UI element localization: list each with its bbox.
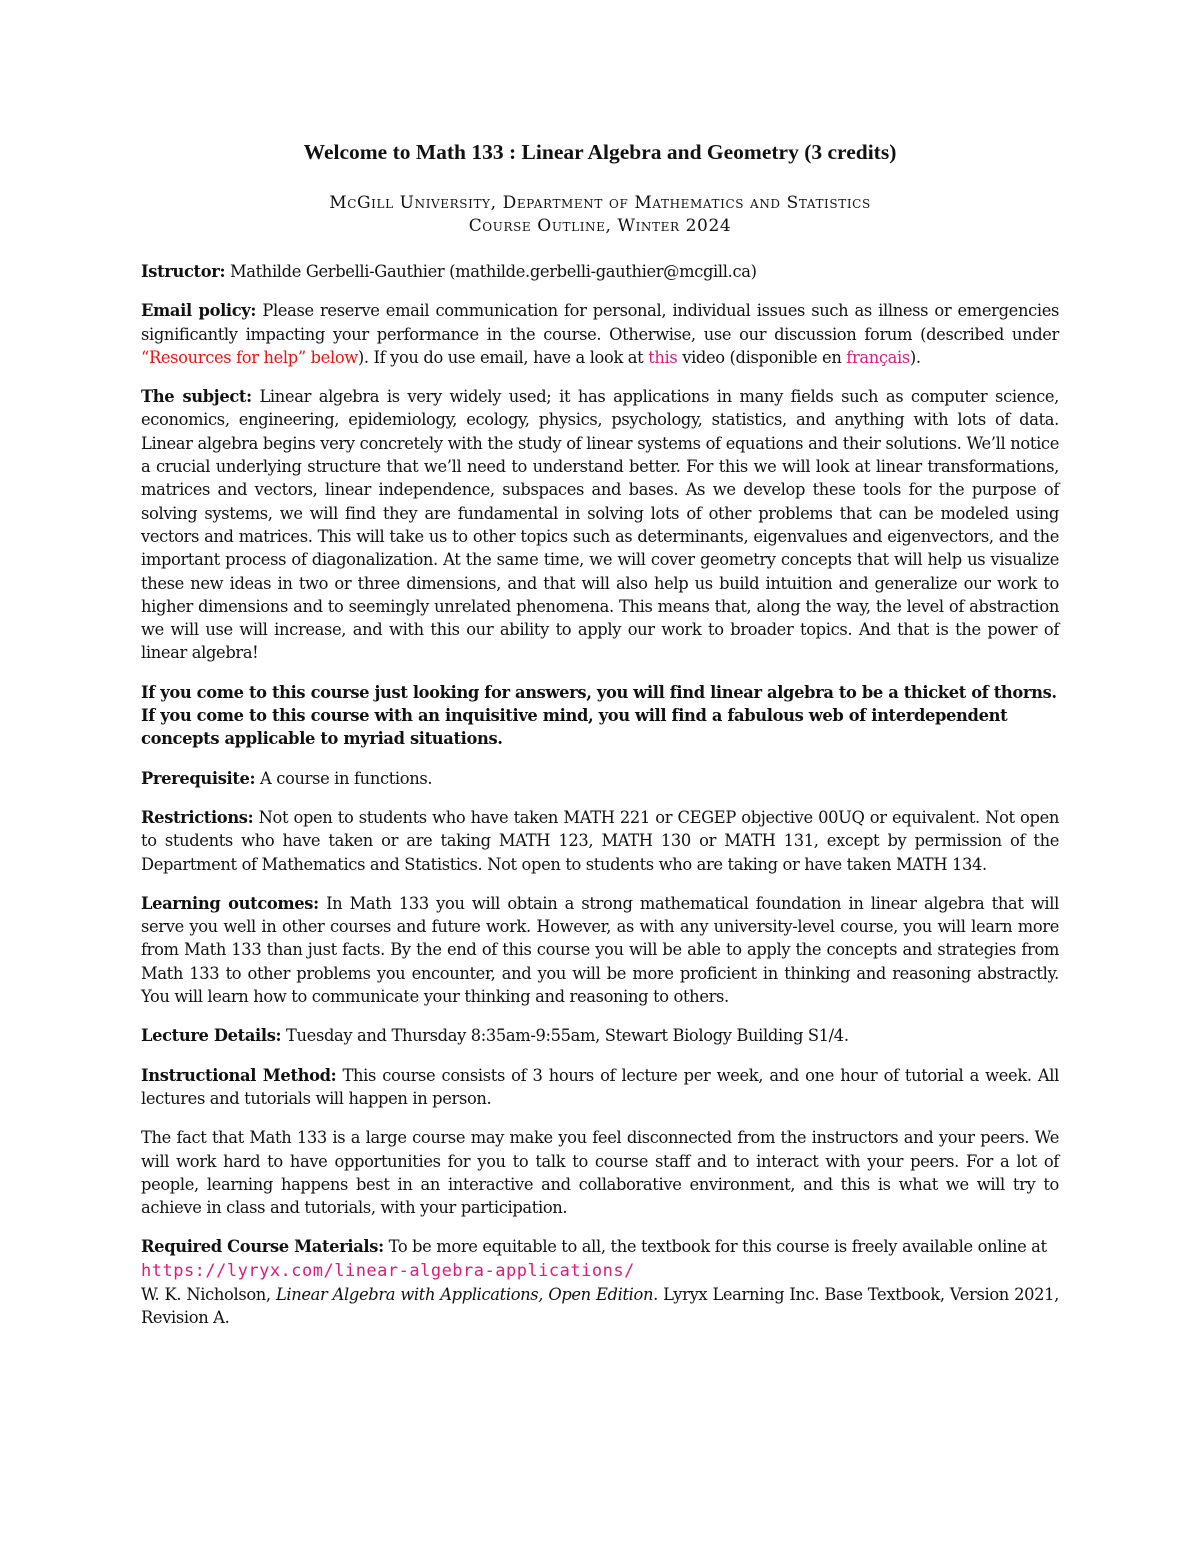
course-outline-term-line: Course Outline, Winter 2024 — [468, 216, 732, 236]
email-policy-text-4: ). — [909, 347, 921, 367]
large-course-paragraph: The fact that Math 133 is a large course may make you feel disconnected from the instructors and your peers. We will work hard to have opportunities for you to talk to course staff and to interact with your peers. For a lot of people, learning happens best in an interactive and collaborative environment, and this is what we will try to achieve in class and tutorials, with your participation. — [141, 1128, 1059, 1218]
textbook-details: . Lyryx Learning Inc. Base Textbook, Version 2021, Revision A. — [141, 1284, 1059, 1328]
email-policy-text-3: video (disponible en — [677, 347, 847, 367]
learning-outcomes-text: In Math 133 you will obtain a strong mathematical foundation in linear algebra that will serve you well in other courses and future work. However, as with any university-level course, you will learn more from Math 133 than just facts. By the end of this course you will be able to apply the concepts and strategies from Math 133 to other problems you encounter, and you will be more proficient in thinking and reasoning abstractly. You will learn how to communicate your thinking and reasoning to others. — [141, 893, 1059, 1007]
instructional-method-text: This course consists of 3 hours of lecture per week, and one hour of tutorial a week. All lectures and tutorials will happen in person. — [141, 1065, 1060, 1108]
restrictions-text: Not open to students who have taken MATH 221 or CEGEP objective 00UQ or equivalent. Not open to students who have taken or are taking MATH 123, MATH 130 or MATH 131, except by permission of the Department of Mathematics and Statistics. Not open to students who are taking or have taken MATH 134. — [141, 807, 1060, 874]
email-policy-section — [141, 299, 1059, 369]
lecture-details-section — [141, 1024, 1059, 1047]
instructional-method-section — [141, 1064, 1059, 1111]
textbook-url-link[interactable]: https://lyryx.com/linear-algebra-applications/ — [141, 1260, 635, 1281]
this-video-link[interactable]: this — [648, 347, 678, 367]
lecture-details-label: Lecture Details: — [141, 1026, 282, 1046]
instructor-section — [141, 260, 1059, 283]
course-motto: If you come to this course just looking for answers, you will find linear algebra to be a thicket of thorns. If you come to this course with an inquisitive mind, you will find a fabulous web of interdependent concepts applicable to myriad situations. — [141, 682, 1057, 749]
course-materials-section — [141, 1235, 1059, 1329]
course-materials-label: Required Course Materials: — [141, 1237, 384, 1257]
textbook-title: Linear Algebra with Applications, Open Edition — [275, 1284, 654, 1304]
lecture-details-text: Tuesday and Thursday 8:35am-9:55am, Stewart Biology Building S1/4. — [286, 1026, 849, 1046]
course-materials-text: To be more equitable to all, the textbook for this course is freely available online at — [388, 1237, 1047, 1257]
resources-for-help-link[interactable]: “Resources for help” below — [141, 347, 358, 367]
prerequisite-text: A course in functions. — [260, 768, 433, 788]
prerequisite-section — [141, 767, 1059, 790]
learning-outcomes-section — [141, 892, 1059, 1008]
email-policy-text-1: Please reserve email communication for personal, individual issues such as illness or emergencies significantly impacting your performance in the course. Otherwise, use our discussion forum (described under — [141, 301, 1060, 344]
document-title: Welcome to Math 133 : Linear Algebra and Geometry (3 credits) — [303, 140, 897, 164]
learning-outcomes-label: Learning outcomes: — [141, 893, 319, 913]
email-policy-text-2: ). If you do use email, have a look at — [357, 347, 649, 367]
prerequisite-label: Prerequisite: — [141, 768, 256, 788]
subject-label: The subject: — [141, 387, 252, 407]
textbook-author: W. K. Nicholson, — [141, 1284, 276, 1304]
instructor-text: Mathilde Gerbelli-Gauthier (mathilde.gerbelli-gauthier@mcgill.ca) — [229, 262, 757, 281]
document-header — [141, 192, 1059, 238]
subject-section — [141, 385, 1059, 665]
instructional-method-label: Instructional Method: — [141, 1065, 337, 1085]
restrictions-section — [141, 806, 1059, 876]
document-page — [141, 138, 1059, 1346]
instructor-label: Istructor: — [141, 262, 226, 281]
subject-text: Linear algebra is very widely used; it has applications in many fields such as computer science, economics, engineering, epidemiology, ecology, physics, psychology, statistics, and anything with lots of data. Linear algebra begins very concretely with the study of linear systems of equations and their solutions. We’ll notice a crucial underlying structure that we’ll need to understand better. For this we will look at linear transformations, matrices and vectors, linear independence, subspaces and bases. As we develop these tools for the purpose of solving systems, we will find they are fundamental in solving lots of other problems that can be modeled using vectors and matrices. This will take us to other topics such as determinants, eigenvalues and eigenvectors, and the important process of diagonalization. At the same time, we will cover geometry concepts that will help us visualize these new ideas in two or three dimensions, and that will also help us build intuition and generalize our work to higher dimensions and to seemingly unrelated phenomena. This means that, along the way, the level of abstraction we will use will increase, and with this our ability to apply our work to broader topics. And that is the power of linear algebra! — [141, 387, 1059, 663]
email-policy-label: Email policy: — [141, 301, 257, 321]
restrictions-label: Restrictions: — [141, 807, 254, 827]
university-department-line: McGill University, Department of Mathematics and Statistics — [329, 193, 871, 213]
francais-video-link[interactable]: français — [846, 347, 910, 367]
